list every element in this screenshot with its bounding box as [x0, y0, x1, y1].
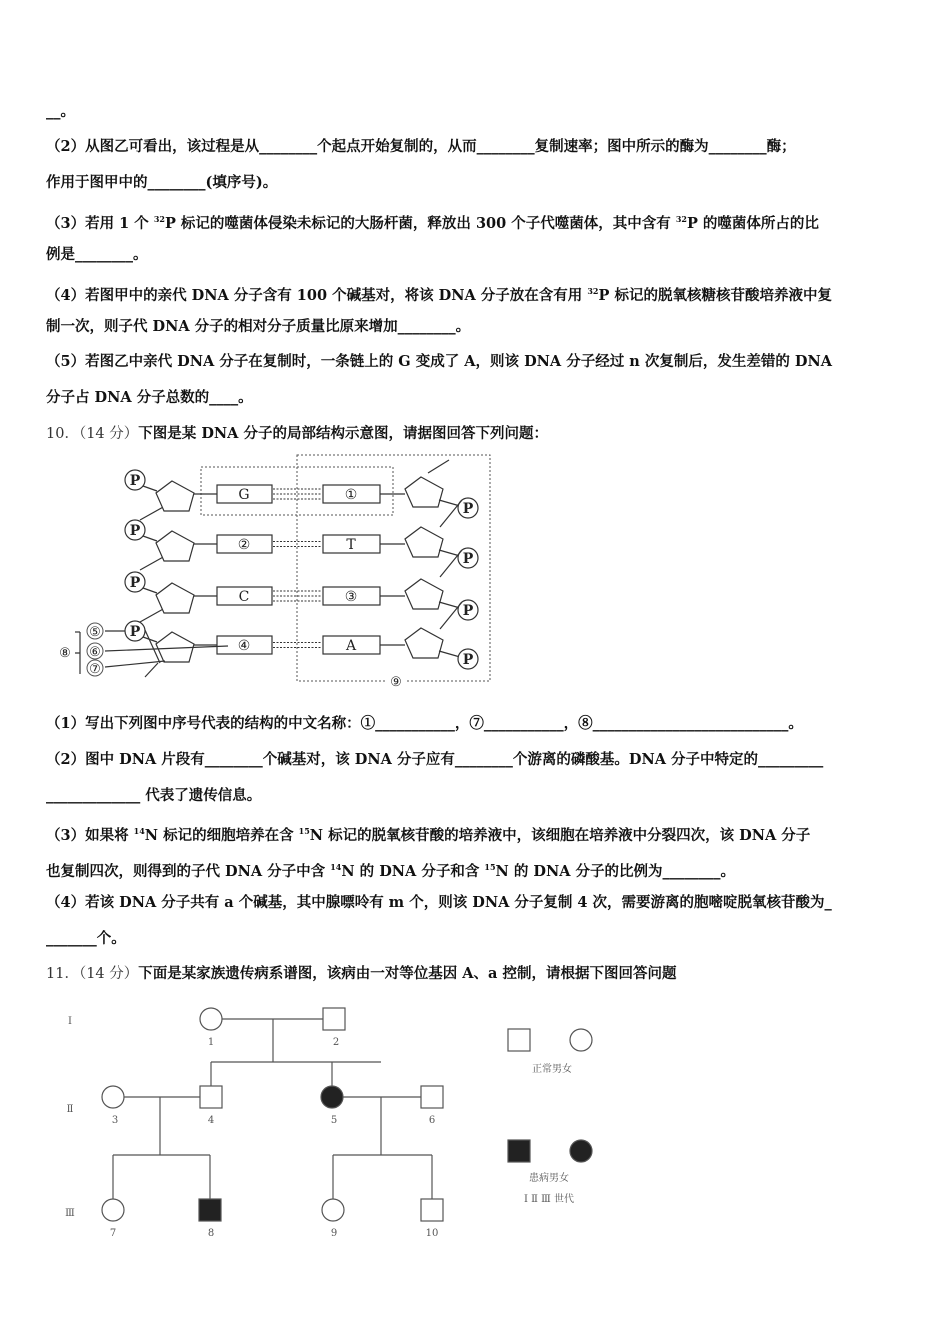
text-segment: （2）图中 DNA 片段有________个碱基对，该 DNA 分子应有________个游离的磷酸基。DNA 分子中特定的_________ [46, 751, 824, 768]
text-line [46, 893, 832, 913]
individual-7-female [102, 1199, 124, 1221]
phosphate-label: P [129, 523, 141, 539]
phosphate-label: P [129, 473, 141, 489]
individual-6-male [421, 1086, 443, 1108]
text-segment: 制一次，则子代 DNA 分子的相对分子质量比原来增加________。 [46, 318, 471, 335]
base-right-label: ③ [344, 589, 358, 605]
text-segment: （4）若该 DNA 分子共有 a 个碱基，其中腺嘌呤有 m 个，则该 DNA 分子复制 4 次，需要游离的胞嘧啶脱氧核苷酸为_ [46, 894, 832, 911]
text-segment: （2）从图乙可看出，该过程是从________个起点开始复制的，从而________复制速率；图中所示的酶为________酶； [46, 138, 796, 155]
text-segment: N 标记的细胞培养在含 [144, 827, 299, 844]
text-segment: （1）写出下列图中序号代表的结构的中文名称：①___________，⑦___________，⑧___________________________。 [46, 715, 803, 732]
individual-5-affected-female [321, 1086, 343, 1108]
base-right-label: T [346, 537, 356, 553]
deoxyribose-right [405, 527, 443, 557]
phosphate-label: P [462, 551, 474, 567]
label-8: ⑧ [59, 646, 71, 661]
individual-3-female [102, 1086, 124, 1108]
text-segment: N 标记的脱氧核苷酸的培养液中，该细胞在培养液中分裂四次，该 DNA 分子 [309, 827, 811, 844]
base-left-label: G [238, 487, 250, 503]
deoxyribose-left [156, 481, 194, 511]
text-line [46, 786, 261, 806]
text-line [46, 245, 148, 265]
legend-affected-label: 患病男女 [529, 1173, 569, 1184]
text-segment: （4）若图甲中的亲代 DNA 分子含有 100 个碱基对，将该 DNA 分子放在含有用 [46, 287, 588, 304]
legend-normal-female [570, 1029, 592, 1051]
text-line [46, 857, 735, 882]
deoxyribose-right [405, 628, 443, 658]
generation-II: Ⅱ [66, 1104, 74, 1115]
phosphate-label: P [129, 575, 141, 591]
legend-affected-male [508, 1140, 530, 1162]
text-line [46, 173, 277, 193]
text-segment: 分子占 DNA 分子总数的____。 [46, 389, 253, 406]
superscript: 32 [153, 214, 165, 224]
text-segment: N 的 DNA 分子的比例为________。 [495, 863, 736, 880]
superscript: 32 [587, 286, 599, 296]
text-line [46, 102, 75, 122]
text-line [46, 750, 823, 770]
deoxyribose-left [156, 583, 194, 613]
text-segment: P 的噬菌体所占的比 [686, 215, 819, 232]
text-segment: N 的 DNA 分子和含 [341, 863, 485, 880]
legend-normal-label: 正常男女 [532, 1064, 572, 1075]
text-segment: （3）如果将 [46, 827, 134, 844]
label-9: 9 [330, 1228, 338, 1239]
text-line [46, 821, 810, 846]
label-8: 8 [207, 1228, 215, 1239]
legend-affected-female [570, 1140, 592, 1162]
label-7: ⑦ [89, 662, 101, 677]
text-segment: P 标记的噬菌体侵染未标记的大肠杆菌，释放出 300 个子代噬菌体，其中含有 [164, 215, 676, 232]
question-number: 11．（14 分） [46, 966, 139, 982]
text-line [46, 388, 253, 408]
text-segment: （5）若图乙中亲代 DNA 分子在复制时，一条链上的 G 变成了 A，则该 DNA 分子经过 n 次复制后，发生差错的 DNA [46, 353, 832, 370]
label-5: ⑤ [89, 625, 101, 640]
text-line [46, 714, 803, 734]
text-segment: 下面是某家族遗传病系谱图，该病由一对等位基因 A、a 控制，请根据下图回答问题 [138, 965, 677, 982]
generation-III: Ⅲ [65, 1208, 75, 1219]
label-1: 1 [207, 1037, 215, 1048]
text-line [46, 352, 832, 372]
superscript: 14 [330, 862, 342, 872]
individual-1-female [200, 1008, 222, 1030]
label-5: 5 [330, 1115, 338, 1126]
base-right-label: ① [344, 487, 358, 503]
text-line [46, 317, 470, 337]
superscript: 32 [675, 214, 687, 224]
text-line [46, 137, 796, 157]
deoxyribose-right [405, 579, 443, 609]
individual-10-male [421, 1199, 443, 1221]
generation-I: Ⅰ [68, 1016, 72, 1027]
text-segment: （3）若用 1 个 [46, 215, 154, 232]
legend-generation-label: Ⅰ Ⅱ Ⅲ 世代 [524, 1194, 574, 1205]
text-line [46, 209, 819, 234]
dna-structure-diagram [0, 440, 950, 700]
text-segment: 例是________。 [46, 246, 148, 263]
label-3: 3 [111, 1115, 119, 1126]
individual-9-female [322, 1199, 344, 1221]
text-line [46, 281, 832, 306]
deoxyribose-right [405, 477, 443, 507]
text-segment: _______个。 [46, 930, 126, 947]
base-left-label: C [238, 589, 250, 605]
label-6: 6 [428, 1115, 436, 1126]
text-segment: 也复制四次，则得到的子代 DNA 分子中含 [46, 863, 331, 880]
superscript: 15 [484, 862, 496, 872]
base-left-label: ② [237, 537, 251, 553]
question-number: 10．（14 分） [46, 426, 139, 442]
base-left-label: ④ [237, 638, 251, 654]
deoxyribose-left [156, 632, 194, 662]
base-right-label: A [345, 638, 357, 654]
text-segment: 作用于图甲中的________(填序号)。 [46, 174, 278, 191]
phosphate-label: P [462, 603, 474, 619]
label-7: 7 [109, 1228, 117, 1239]
label-9: ⑨ [390, 675, 402, 690]
individual-4-male [200, 1086, 222, 1108]
deoxyribose-left [156, 531, 194, 561]
label-10: 10 [425, 1228, 439, 1239]
label-6: ⑥ [89, 645, 101, 660]
phosphate-label: P [129, 624, 141, 640]
text-line [46, 929, 126, 949]
superscript: 15 [298, 826, 310, 836]
text-segment: _____________ 代表了遗传信息。 [46, 787, 262, 804]
superscript: 14 [133, 826, 145, 836]
text-segment: 下图是某 DNA 分子的局部结构示意图，请据图回答下列问题： [138, 425, 548, 442]
question-heading [46, 964, 677, 984]
phosphate-label: P [462, 501, 474, 517]
text-segment: P 标记的脱氧核糖核苷酸培养液中复 [598, 287, 832, 304]
individual-8-affected-male [199, 1199, 221, 1221]
individual-2-male [323, 1008, 345, 1030]
phosphate-label: P [462, 652, 474, 668]
label-2: 2 [332, 1037, 340, 1048]
text-segment: __。 [46, 103, 75, 120]
legend-normal-male [508, 1029, 530, 1051]
label-4: 4 [207, 1115, 215, 1126]
pedigree-chart [0, 995, 950, 1255]
